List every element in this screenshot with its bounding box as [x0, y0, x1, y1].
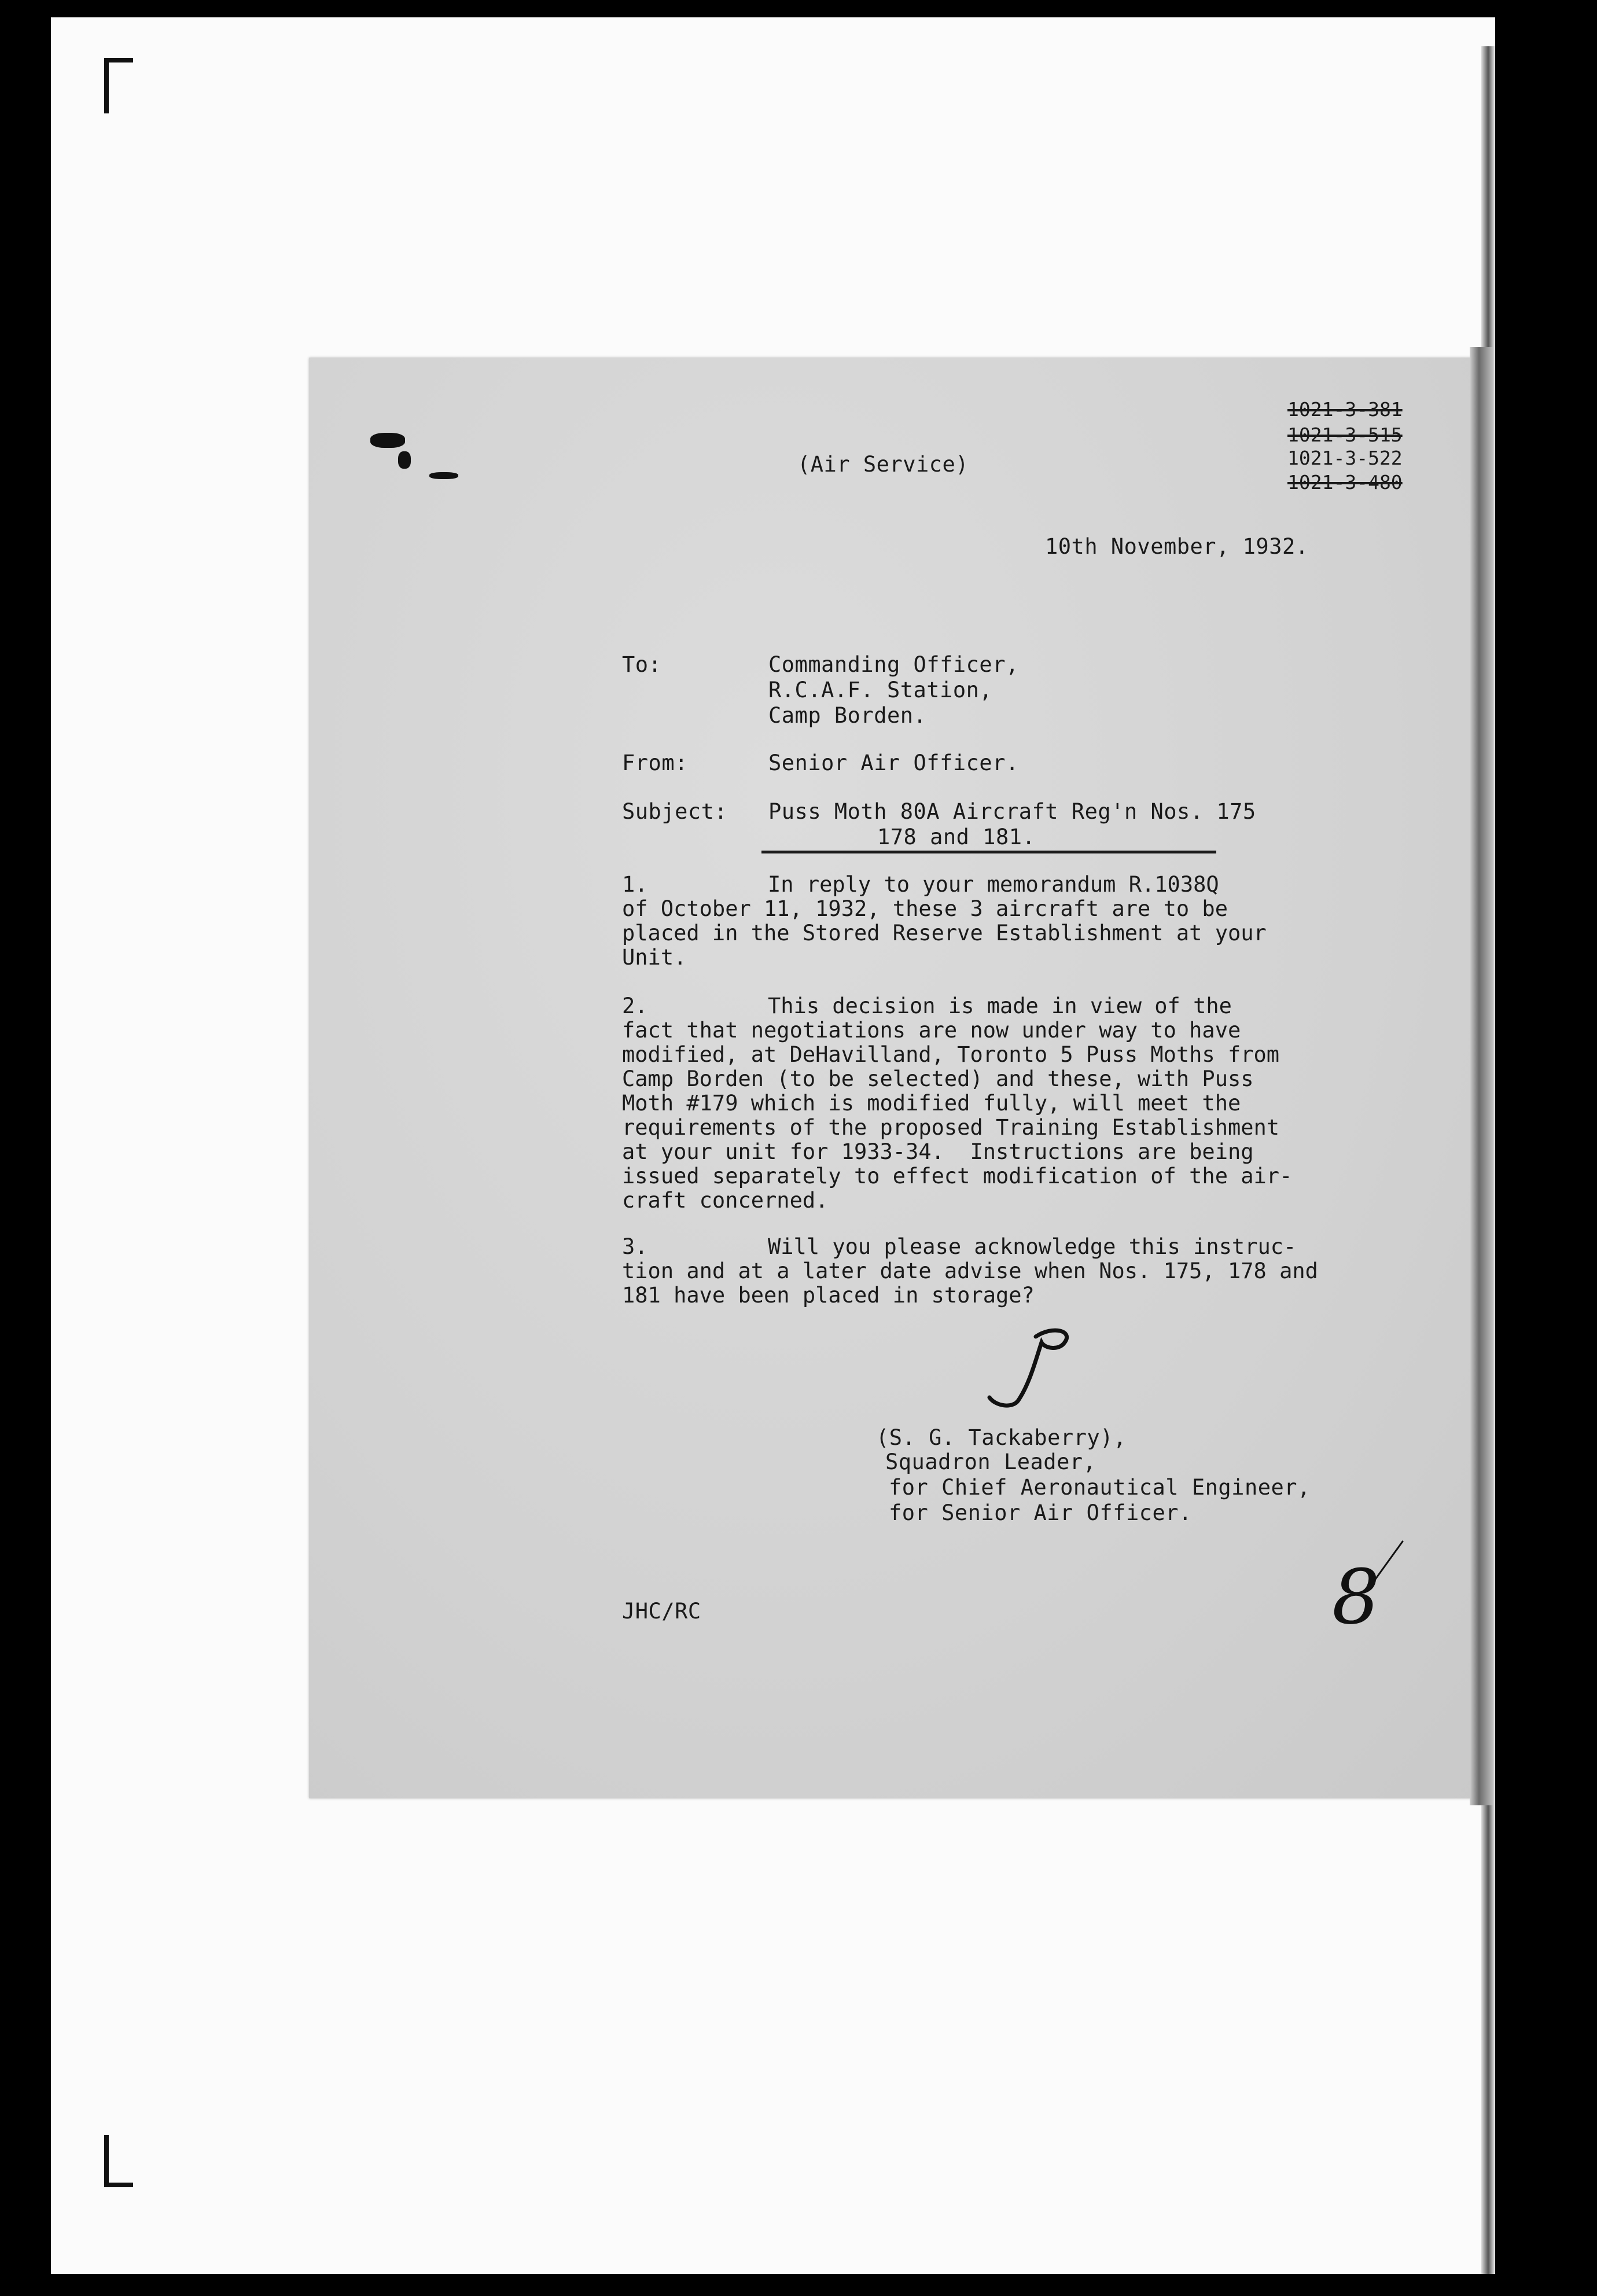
paragraph-3	[622, 1234, 1318, 1308]
punch-mark	[429, 472, 458, 479]
paragraph-line: modified, at DeHavilland, Toronto 5 Puss Moths from	[622, 1042, 1280, 1067]
paragraph-line: requirements of the proposed Training Establishment	[622, 1115, 1280, 1140]
paragraph-line: craft concerned.	[622, 1188, 829, 1213]
subject-label: Subject:	[622, 799, 728, 824]
signature-rank: Squadron Leader,	[885, 1449, 1096, 1474]
signature-for-line: for Chief Aeronautical Engineer,	[889, 1475, 1311, 1500]
paragraph-1	[622, 873, 1287, 970]
paragraph-line: issued separately to effect modification of the air-	[622, 1164, 1293, 1189]
signature-for-line: for Senior Air Officer.	[889, 1500, 1192, 1525]
paragraph-line: Will you please acknowledge this instruc-	[768, 1234, 1297, 1259]
to-line: Camp Borden.	[768, 703, 927, 728]
paper-edge	[1470, 347, 1493, 1805]
crop-mark-bottom-left	[104, 2135, 109, 2187]
paragraph-line: Camp Borden (to be selected) and these, with Puss	[622, 1066, 1254, 1091]
from-value: Senior Air Officer.	[768, 750, 1019, 775]
paragraph-line: placed in the Stored Reserve Establishment at your	[622, 921, 1267, 945]
margin-note	[1326, 1539, 1407, 1643]
signature-name: (S. G. Tackaberry),	[876, 1425, 1127, 1450]
paragraph-line: This decision is made in view of the	[768, 994, 1232, 1018]
header-air-service: (Air Service)	[797, 452, 969, 477]
paragraph-line: Moth #179 which is modified fully, will meet the	[622, 1091, 1241, 1116]
subject-line: 178 and 181.	[877, 825, 1036, 849]
handwritten-signature	[972, 1319, 1088, 1412]
margin-note-text: 8	[1332, 1553, 1380, 1641]
paragraph-line: In reply to your memorandum R.1038Q	[768, 872, 1219, 897]
typist-initials: JHC/RC	[622, 1599, 701, 1624]
to-label: To:	[622, 652, 662, 677]
file-ref: 1021-3-480	[1287, 471, 1403, 494]
file-ref: 1021-3-515	[1287, 424, 1403, 446]
punch-mark	[370, 433, 405, 448]
paragraph-2	[622, 994, 1293, 1213]
crop-mark-bottom-left-h	[104, 2183, 133, 2187]
paragraph-line: fact that negotiations are now under way to have	[622, 1018, 1241, 1043]
file-ref: 1021-3-522	[1287, 447, 1403, 469]
paragraph-line: Unit.	[622, 945, 687, 970]
file-ref: 1021-3-381	[1287, 398, 1403, 421]
paragraph-line: tion and at a later date advise when Nos. 175, 178 and	[622, 1259, 1318, 1283]
paragraph-number: 2.	[622, 994, 648, 1018]
paragraph-number: 3.	[622, 1234, 648, 1259]
letter-date: 10th November, 1932.	[1045, 534, 1309, 559]
subject-line: Puss Moth 80A Aircraft Reg'n Nos. 175	[768, 799, 1256, 824]
crop-mark-top-left	[104, 58, 109, 113]
punch-mark	[398, 451, 411, 469]
paragraph-line: 181 have been placed in storage?	[622, 1283, 1035, 1308]
to-line: Commanding Officer,	[768, 652, 1019, 677]
paragraph-line: of October 11, 1932, these 3 aircraft are to be	[622, 896, 1228, 921]
paragraph-line: at your unit for 1933-34. Instructions are being	[622, 1139, 1254, 1164]
from-label: From:	[622, 750, 688, 775]
subject-underline	[761, 851, 1216, 853]
paragraph-number: 1.	[622, 872, 648, 897]
to-line: R.C.A.F. Station,	[768, 678, 993, 702]
crop-mark-top-left-h	[104, 58, 133, 62]
